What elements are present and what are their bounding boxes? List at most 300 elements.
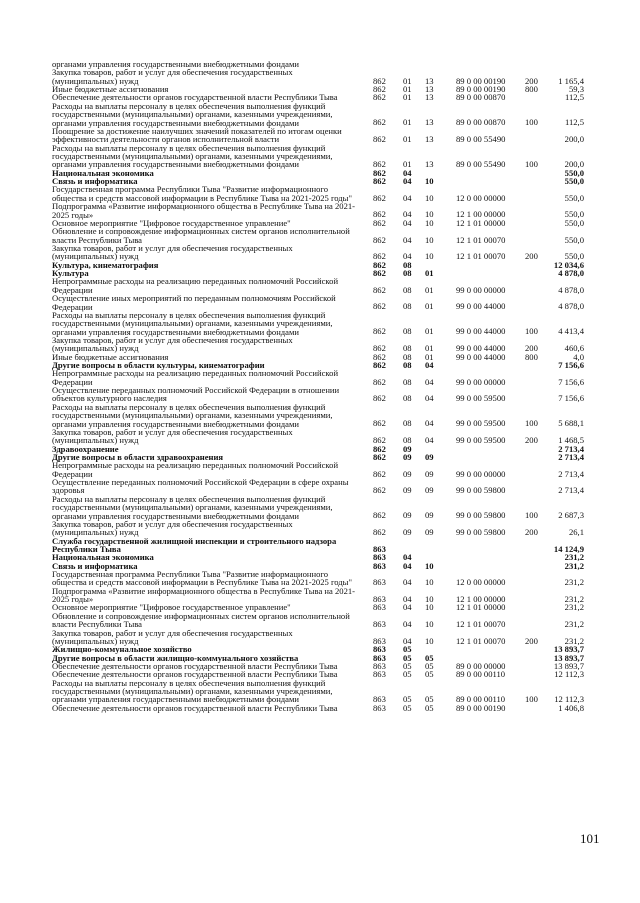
- row-name-line: Подпрограмма «Развитие информационного общества в Республике Тыва на 2021-: [52, 201, 356, 212]
- row-name: [52, 68, 370, 85]
- row-amount: 231,2: [564, 577, 584, 588]
- row-name-line: Национальная экономика: [52, 552, 154, 563]
- row-subsection: 13: [425, 134, 434, 145]
- row-amount: 2 713,4: [558, 443, 584, 454]
- row-subsection: 04: [425, 418, 434, 429]
- row-target-article: 12 1 01 00070: [456, 234, 506, 245]
- row-target-article: 99 0 00 59500: [456, 435, 506, 446]
- row-expense-type: 800: [525, 351, 538, 362]
- row-ved: 862: [373, 259, 386, 270]
- row-name-line: Республики Тыва: [52, 543, 121, 554]
- row-name-line: Здравоохранение: [52, 443, 119, 454]
- row-ved: 862: [373, 176, 386, 186]
- row-name-line: Закупка товаров, работ и услуг для обеспечения государственных: [52, 242, 293, 253]
- row-ved: 863: [373, 619, 386, 630]
- row-ved: 862: [373, 443, 386, 454]
- row-name-line: Обеспечение деятельности органов государственной власти Республики Тыва: [52, 92, 338, 103]
- row-amount: 7 156,6: [558, 376, 584, 387]
- row-subsection: 13: [425, 159, 434, 170]
- row-name-line: общества и средств массовой информации в Республике Тыва на 2021-2025 годы": [52, 192, 352, 203]
- row-name: [52, 311, 370, 336]
- table-row: [0, 704, 640, 712]
- row-expense-type: 100: [525, 159, 538, 170]
- row-amount: 4,0: [573, 351, 584, 362]
- row-amount: 550,0: [564, 176, 584, 186]
- row-name-line: Расходы на выплаты персоналу в целях обеспечения выполнения функций: [52, 309, 326, 320]
- row-ved: 862: [373, 376, 386, 387]
- row-name-line: Подпрограмма «Развитие информационного общества в Республике Тыва на 2021-: [52, 585, 356, 596]
- row-name-line: здоровья: [52, 485, 85, 496]
- row-name-line: органами управления государственными внебюджетными фондами: [52, 117, 300, 128]
- row-name-line: государственными (муниципальными) органами, казенными учреждениями,: [52, 151, 333, 161]
- row-name-line: органами управления государственными внебюджетными фондами: [52, 510, 300, 521]
- row-ved: 862: [373, 284, 386, 295]
- row-subsection: 04: [425, 376, 434, 387]
- row-section: 01: [403, 159, 412, 170]
- row-subsection: 09: [425, 527, 434, 538]
- row-section: 04: [403, 594, 412, 605]
- row-subsection: 10: [425, 635, 434, 646]
- row-ved: 863: [373, 594, 386, 605]
- row-ved: 862: [373, 468, 386, 479]
- row-section: 04: [403, 635, 412, 646]
- row-target-article: 12 1 01 00070: [456, 619, 506, 630]
- row-subsection: 13: [425, 117, 434, 128]
- row-section: 01: [403, 92, 412, 103]
- row-ved: 862: [373, 485, 386, 496]
- row-name-line: Осуществление переданных полномочий Российской Федерации в отношении: [52, 385, 340, 395]
- row-subsection: 05: [425, 652, 434, 663]
- row-name-line: Федерации: [52, 376, 93, 387]
- row-name-line: Иные бюджетные ассигнования: [52, 351, 169, 362]
- table-row: [0, 570, 640, 587]
- row-section: 08: [403, 360, 412, 370]
- row-section: 04: [403, 560, 412, 571]
- row-amount: 7 156,6: [558, 360, 584, 370]
- row-name-line: государственными (муниципальными) органами, казенными учреждениями,: [52, 686, 333, 696]
- row-name-line: Другие вопросы в области здравоохранения: [52, 451, 224, 462]
- row-ved: 862: [373, 217, 386, 228]
- row-section: 08: [403, 343, 412, 354]
- row-expense-type: 800: [525, 84, 538, 95]
- row-name: [52, 428, 370, 445]
- row-amount: 2 713,4: [558, 468, 584, 479]
- row-target-article: 12 1 01 00000: [456, 217, 506, 228]
- row-section: 09: [403, 451, 412, 462]
- row-target-article: 99 0 00 00000: [456, 468, 506, 479]
- row-name-line: государственными (муниципальными) органами, казенными учреждениями,: [52, 318, 333, 329]
- row-subsection: 10: [425, 577, 434, 588]
- row-amount: 26,1: [568, 527, 584, 538]
- table-row: [0, 403, 640, 428]
- row-target-article: 89 0 00 00190: [456, 702, 506, 713]
- table-row: [0, 587, 640, 604]
- row-target-article: 12 1 00 00000: [456, 594, 506, 605]
- row-target-article: 12 1 01 00070: [456, 251, 506, 262]
- row-name-line: Осуществление иных мероприятий по переданным полномочиям Российской: [52, 293, 336, 304]
- row-subsection: 10: [425, 594, 434, 605]
- table-row: [0, 537, 640, 554]
- row-ved: 862: [373, 343, 386, 354]
- row-name-line: государственными (муниципальными) органами, казенными учреждениями,: [52, 109, 333, 120]
- row-section: 04: [403, 176, 412, 186]
- row-ved: 863: [373, 602, 386, 613]
- row-ved: 862: [373, 418, 386, 429]
- row-ved: 862: [373, 134, 386, 145]
- table-row: [0, 277, 640, 294]
- row-name-line: Непрограммные расходы на реализацию переданных полномочий Российской: [52, 368, 339, 379]
- row-section: 04: [403, 577, 412, 588]
- row-ved: 862: [373, 435, 386, 446]
- row-amount: 4 878,0: [558, 301, 584, 312]
- row-target-article: 99 0 00 59800: [456, 510, 506, 521]
- table-row: [0, 311, 640, 336]
- row-ved: 863: [373, 660, 386, 671]
- row-section: 04: [403, 217, 412, 228]
- table-row: [0, 369, 640, 386]
- row-subsection: 05: [425, 702, 434, 713]
- row-name-line: органами управления государственными внебюджетными фондами: [52, 159, 300, 170]
- row-name: [52, 277, 370, 294]
- row-amount: 550,0: [564, 217, 584, 228]
- row-name-line: (муниципальных) нужд: [52, 75, 139, 86]
- table-row: [0, 244, 640, 261]
- row-section: 04: [403, 167, 412, 178]
- row-name-line: Основное мероприятие "Цифровое государственное управление": [52, 217, 291, 228]
- row-ved: 862: [373, 360, 386, 370]
- row-target-article: 99 0 00 44000: [456, 351, 506, 362]
- row-subsection: 10: [425, 560, 434, 571]
- row-section: 08: [403, 435, 412, 446]
- row-target-article: 12 1 01 00000: [456, 602, 506, 613]
- row-section: 08: [403, 376, 412, 387]
- row-amount: 2 713,4: [558, 451, 584, 462]
- row-target-article: 99 0 00 59500: [456, 418, 506, 429]
- row-ved: 862: [373, 84, 386, 95]
- row-name: [52, 336, 370, 353]
- row-target-article: 99 0 00 44000: [456, 343, 506, 354]
- row-amount: 231,2: [564, 560, 584, 571]
- row-subsection: 10: [425, 251, 434, 262]
- row-name: [52, 144, 370, 169]
- row-name-line: Федерации: [52, 468, 93, 479]
- row-amount: 1 165,4: [558, 75, 584, 86]
- row-target-article: 89 0 00 55490: [456, 134, 506, 145]
- row-target-article: 99 0 00 00000: [456, 284, 506, 295]
- row-name-line: Расходы на выплаты персоналу в целях обеспечения выполнения функций: [52, 100, 326, 111]
- row-target-article: 99 0 00 59800: [456, 485, 506, 496]
- row-name-line: Закупка товаров, работ и услуг для обеспечения государственных: [52, 67, 293, 78]
- row-target-article: 12 0 00 00000: [456, 192, 506, 203]
- table-row: [0, 495, 640, 520]
- row-name-line: Национальная экономика: [52, 167, 154, 178]
- row-subsection: 10: [425, 602, 434, 613]
- row-subsection: 13: [425, 92, 434, 103]
- row-amount: 550,0: [564, 234, 584, 245]
- row-ved: 862: [373, 92, 386, 103]
- row-ved: 863: [373, 694, 386, 705]
- row-amount: 2 713,4: [558, 485, 584, 496]
- row-section: 04: [403, 209, 412, 220]
- row-name: [52, 587, 370, 604]
- row-amount: 550,0: [564, 192, 584, 203]
- row-amount: 2 687,3: [558, 510, 584, 521]
- row-section: 08: [403, 393, 412, 404]
- row-amount: 550,0: [564, 209, 584, 220]
- row-subsection: 01: [425, 343, 434, 354]
- row-section: 08: [403, 326, 412, 337]
- row-expense-type: 100: [525, 694, 538, 705]
- row-amount: 460,6: [564, 343, 584, 354]
- row-amount: 231,2: [564, 619, 584, 630]
- row-section: 09: [403, 485, 412, 496]
- table-row: [0, 629, 640, 646]
- row-section: 04: [403, 619, 412, 630]
- row-amount: 231,2: [564, 602, 584, 613]
- row-name-line: 2025 годы»: [52, 209, 94, 220]
- row-name: [52, 461, 370, 478]
- table-row: [0, 679, 640, 704]
- row-name-line: Обеспечение деятельности органов государственной власти Республики Тыва: [52, 669, 338, 680]
- row-name-line: Поощрение за достижение наилучших значений показателей по итогам оценки: [52, 125, 342, 136]
- row-target-article: 12 0 00 00000: [456, 577, 506, 588]
- row-subsection: 01: [425, 301, 434, 312]
- row-name-line: власти Республики Тыва: [52, 619, 142, 630]
- row-expense-type: 200: [525, 635, 538, 646]
- table-row: [0, 127, 640, 144]
- table-row: [0, 612, 640, 629]
- row-name-line: Связь и информатика: [52, 176, 138, 186]
- row-ved: 862: [373, 326, 386, 337]
- page-number: 101: [580, 831, 600, 846]
- row-name-line: 2025 годы»: [52, 594, 94, 605]
- row-ved: 862: [373, 159, 386, 170]
- row-amount: 4 878,0: [558, 268, 584, 278]
- row-ved: 862: [373, 393, 386, 404]
- row-amount: 231,2: [564, 635, 584, 646]
- row-section: 08: [403, 351, 412, 362]
- row-name-line: Обновление и сопровождение информационных систем органов исполнительной: [52, 226, 350, 237]
- row-name-line: (муниципальных) нужд: [52, 435, 139, 446]
- row-name-line: Федерации: [52, 284, 93, 295]
- row-name-line: Закупка товаров, работ и услуг для обеспечения государственных: [52, 627, 293, 638]
- row-amount: 12 112,3: [554, 694, 584, 705]
- row-name-line: Расходы на выплаты персоналу в целях обеспечения выполнения функций: [52, 677, 326, 688]
- row-section: 01: [403, 117, 412, 128]
- row-name: [52, 679, 370, 704]
- row-name: [52, 369, 370, 386]
- table-row: [0, 461, 640, 478]
- row-ved: 863: [373, 560, 386, 571]
- row-subsection: 09: [425, 468, 434, 479]
- row-ved: 862: [373, 251, 386, 262]
- row-target-article: 12 1 00 00000: [456, 209, 506, 220]
- row-section: 08: [403, 268, 412, 278]
- row-name-line: эффективности деятельности органов исполнительной власти: [52, 134, 280, 145]
- row-ved: 863: [373, 635, 386, 646]
- table-row: [0, 386, 640, 403]
- row-amount: 112,5: [564, 117, 584, 128]
- row-subsection: 13: [425, 75, 434, 86]
- row-name: [52, 202, 370, 219]
- row-name: [52, 520, 370, 537]
- row-expense-type: 200: [525, 527, 538, 538]
- row-expense-type: 200: [525, 343, 538, 354]
- row-name-line: Иные бюджетные ассигнования: [52, 84, 169, 95]
- row-ved: 862: [373, 167, 386, 178]
- row-name: [52, 570, 370, 587]
- row-expense-type: 200: [525, 75, 538, 86]
- row-ved: 862: [373, 234, 386, 245]
- row-section: 05: [403, 694, 412, 705]
- row-subsection: 05: [425, 694, 434, 705]
- row-subsection: 13: [425, 84, 434, 95]
- row-section: 04: [403, 234, 412, 245]
- row-target-article: 99 0 00 44000: [456, 326, 506, 337]
- row-name-line: Жилищно-коммунальное хозяйство: [52, 644, 192, 655]
- row-ved: 863: [373, 543, 386, 554]
- row-ved: 863: [373, 652, 386, 663]
- row-section: 09: [403, 468, 412, 479]
- row-subsection: 01: [425, 268, 434, 278]
- row-amount: 5 688,1: [558, 418, 584, 429]
- row-name: [52, 478, 370, 495]
- row-section: 08: [403, 301, 412, 312]
- row-ved: 862: [373, 527, 386, 538]
- row-expense-type: 100: [525, 510, 538, 521]
- row-name: [52, 537, 370, 554]
- row-name-line: органами управления государственными внебюджетными фондами: [52, 418, 300, 429]
- table-row: [0, 261, 640, 269]
- row-name: [52, 244, 370, 261]
- row-name: [52, 261, 370, 269]
- row-name-line: Расходы на выплаты персоналу в целях обеспечения выполнения функций: [52, 493, 326, 504]
- row-section: 04: [403, 552, 412, 563]
- row-ved: 862: [373, 75, 386, 86]
- row-name-line: государственными (муниципальными) органами, казенными учреждениями,: [52, 410, 333, 421]
- row-expense-type: 100: [525, 418, 538, 429]
- row-amount: 13 893,7: [553, 660, 584, 671]
- row-section: 05: [403, 702, 412, 713]
- row-name-line: Закупка товаров, работ и услуг для обеспечения государственных: [52, 518, 293, 529]
- row-name-line: (муниципальных) нужд: [52, 635, 139, 646]
- table-row: [0, 227, 640, 244]
- row-target-article: 99 0 00 59800: [456, 527, 506, 538]
- row-ved: 863: [373, 577, 386, 588]
- row-amount: 14 124,9: [553, 543, 584, 554]
- row-amount: 200,0: [564, 159, 584, 170]
- row-section: 05: [403, 652, 412, 663]
- row-section: 09: [403, 527, 412, 538]
- row-target-article: 89 0 00 00190: [456, 75, 506, 86]
- row-expense-type: 100: [525, 326, 538, 337]
- row-subsection: 01: [425, 351, 434, 362]
- row-name: [52, 294, 370, 311]
- row-target-article: 89 0 00 00110: [456, 669, 506, 680]
- row-name-line: Закупка товаров, работ и услуг для обеспечения государственных: [52, 334, 293, 345]
- row-section: 04: [403, 251, 412, 262]
- row-name-line: Расходы на выплаты персоналу в целях обеспечения выполнения функций: [52, 142, 326, 153]
- row-name-line: Культура, кинематография: [52, 259, 159, 270]
- row-name: [52, 386, 370, 403]
- table-row: [0, 185, 640, 202]
- row-section: 01: [403, 75, 412, 86]
- row-ved: 862: [373, 117, 386, 128]
- row-target-article: 89 0 00 00000: [456, 660, 506, 671]
- row-ved: 863: [373, 552, 386, 563]
- row-name-line: Закупка товаров, работ и услуг для обеспечения государственных: [52, 426, 293, 437]
- row-name: [52, 704, 370, 712]
- row-ved: 862: [373, 209, 386, 220]
- row-amount: 231,2: [564, 552, 584, 563]
- row-target-article: 89 0 00 00190: [456, 84, 506, 95]
- row-target-article: 89 0 00 00110: [456, 694, 506, 705]
- row-section: 01: [403, 134, 412, 145]
- row-subsection: 04: [425, 393, 434, 404]
- table-row: [0, 294, 640, 311]
- row-target-article: 99 0 00 59500: [456, 393, 506, 404]
- row-amount: 13 893,7: [553, 644, 584, 655]
- row-subsection: 04: [425, 360, 434, 370]
- table-row: [0, 336, 640, 353]
- row-name-line: Непрограммные расходы на реализацию переданных полномочий Российской: [52, 276, 339, 287]
- row-name: [52, 495, 370, 520]
- table-row: [0, 202, 640, 219]
- row-name-line: Другие вопросы в области культуры, кинематографии: [52, 360, 265, 370]
- row-section: 08: [403, 418, 412, 429]
- row-name-line: органами управления государственными внебюджетными фондами: [52, 59, 300, 69]
- row-subsection: 10: [425, 619, 434, 630]
- row-target-article: 89 0 00 55490: [456, 159, 506, 170]
- row-name-line: Служба государственной жилищной инспекции и строительного надзора: [52, 535, 337, 546]
- row-amount: 1 468,5: [558, 435, 584, 446]
- row-subsection: 05: [425, 660, 434, 671]
- row-name-line: Основное мероприятие "Цифровое государственное управление": [52, 602, 291, 613]
- row-section: 04: [403, 602, 412, 613]
- table-row: [0, 144, 640, 169]
- row-name-line: органами управления государственными внебюджетными фондами: [52, 326, 300, 337]
- row-section: 05: [403, 669, 412, 680]
- row-ved: 862: [373, 351, 386, 362]
- row-ved: 862: [373, 510, 386, 521]
- row-amount: 112,5: [564, 92, 584, 103]
- row-section: 09: [403, 510, 412, 521]
- row-amount: 13 893,7: [553, 652, 584, 663]
- row-section: 08: [403, 259, 412, 270]
- row-ved: 862: [373, 451, 386, 462]
- row-ved: 862: [373, 192, 386, 203]
- row-section: 05: [403, 644, 412, 655]
- row-name-line: Обеспечение деятельности органов государственной власти Республики Тыва: [52, 702, 338, 713]
- row-section: 04: [403, 192, 412, 203]
- row-name-line: государственными (муниципальными) органами, казенными учреждениями,: [52, 502, 333, 513]
- table-row: [0, 478, 640, 495]
- row-amount: 4 878,0: [558, 284, 584, 295]
- row-name-line: общества и средств массовой информации в Республике Тыва на 2021-2025 годы": [52, 577, 352, 588]
- row-amount: 550,0: [564, 251, 584, 262]
- row-subsection: 04: [425, 435, 434, 446]
- row-expense-type: 200: [525, 435, 538, 446]
- table-row: [0, 102, 640, 127]
- row-amount: 231,2: [564, 594, 584, 605]
- row-name-line: власти Республики Тыва: [52, 234, 142, 245]
- row-name: [52, 102, 370, 127]
- row-subsection: 10: [425, 234, 434, 245]
- row-subsection: 09: [425, 451, 434, 462]
- row-name-line: Связь и информатика: [52, 560, 138, 571]
- row-name-line: Обновление и сопровождение информационных систем органов исполнительной: [52, 610, 350, 621]
- row-name: [52, 185, 370, 202]
